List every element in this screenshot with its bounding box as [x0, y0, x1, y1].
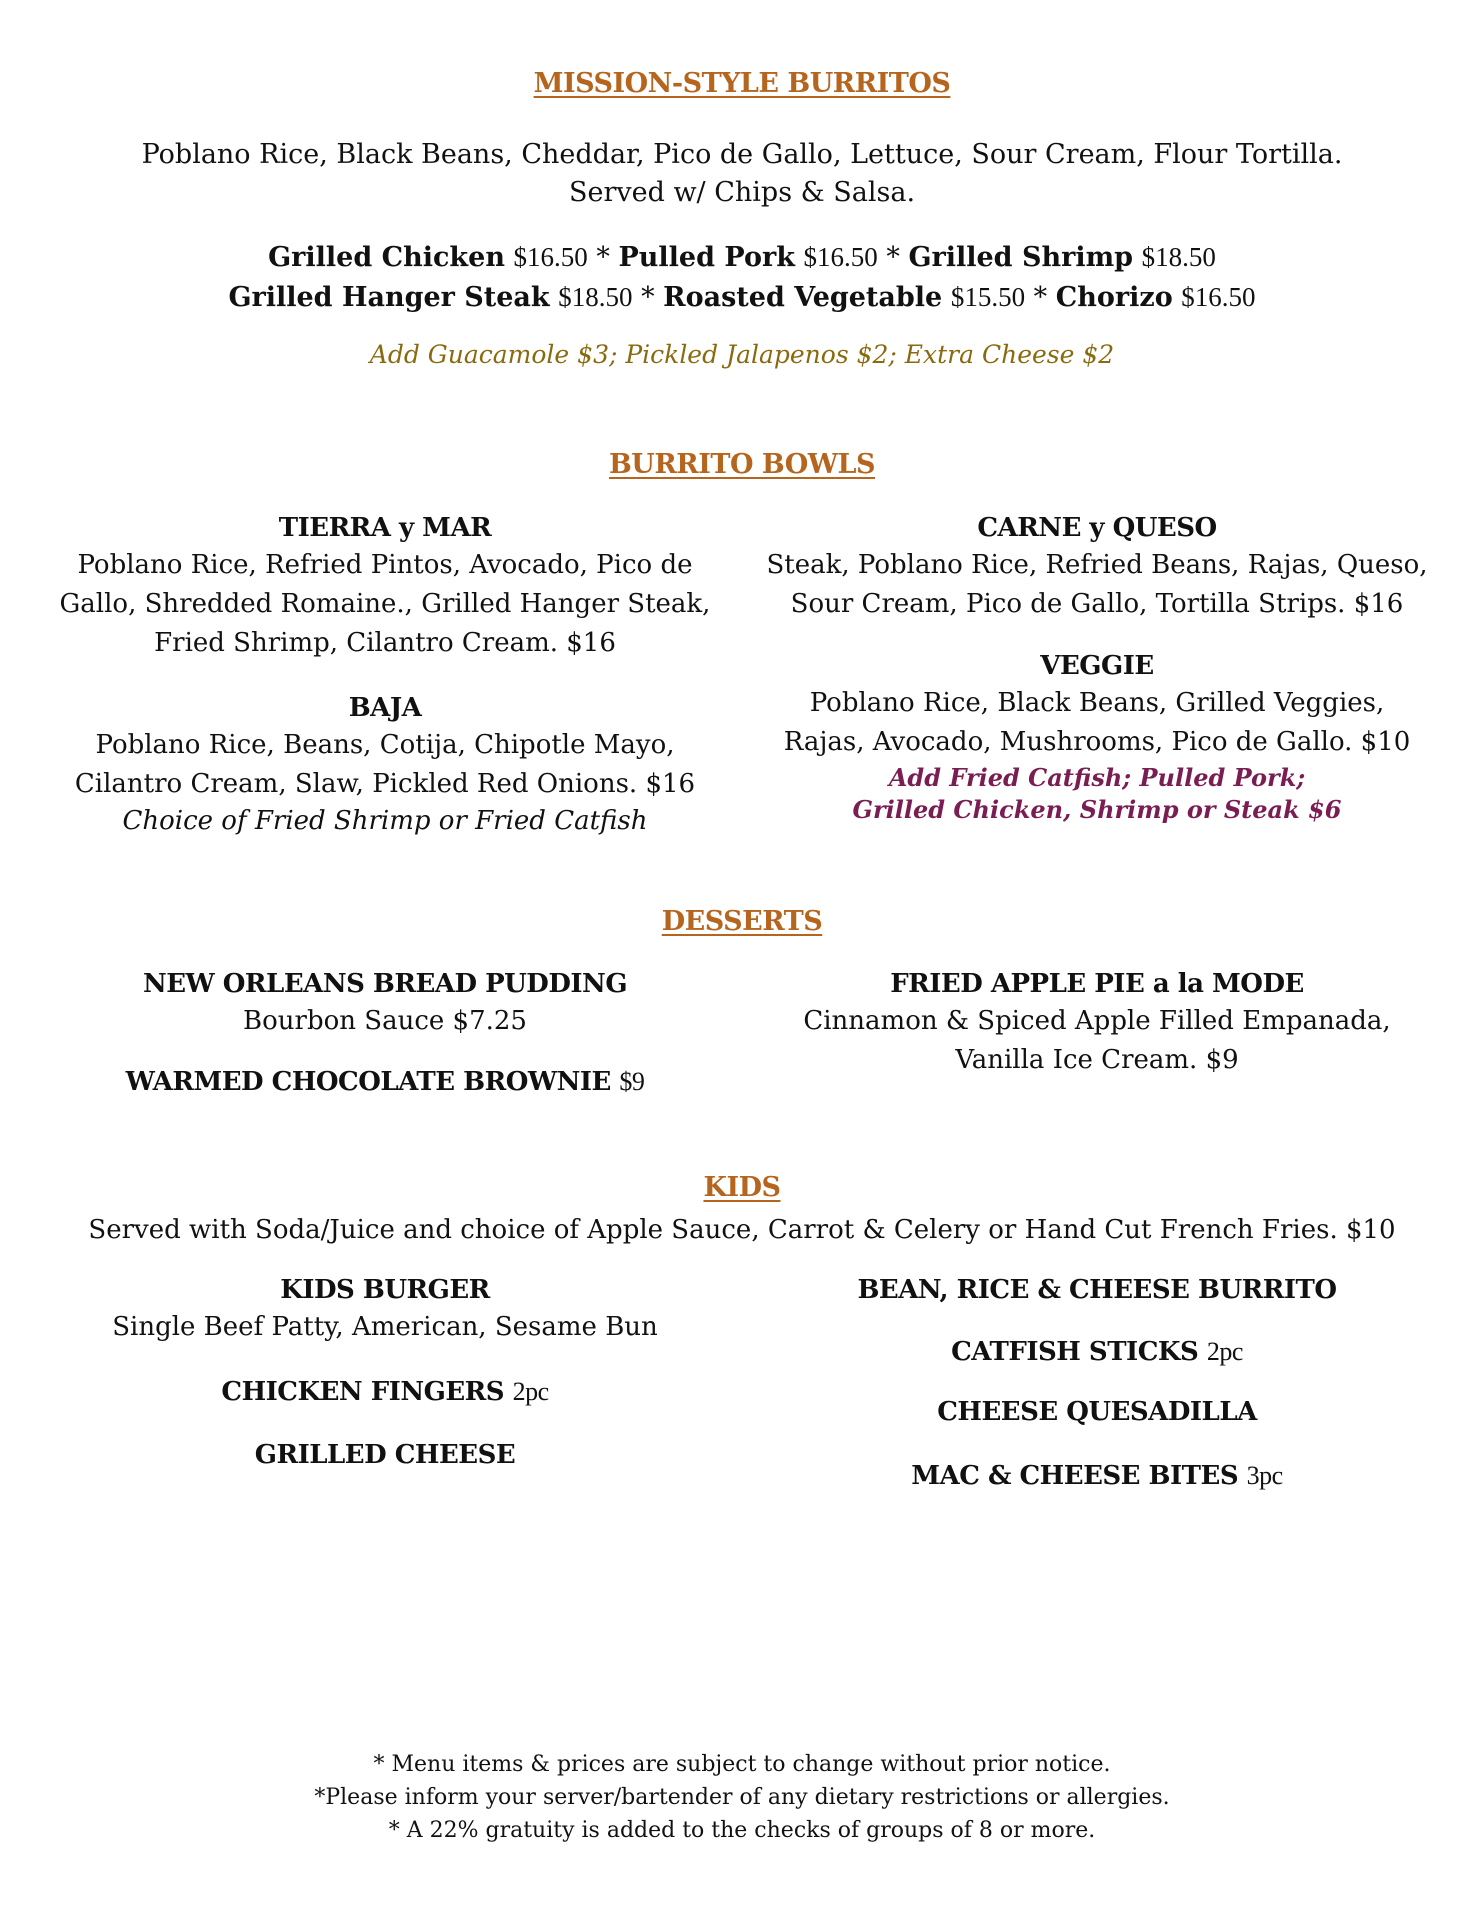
item-description-line: Poblano Rice, Refried Pintos, Avocado, Pico de: [77, 550, 693, 580]
bowl-addons-line-1: Add Fried Catfish; Pulled Pork;: [888, 763, 1306, 792]
item-price: $9: [619, 1067, 645, 1096]
item-description: Single Beef Patty, American, Sesame Bun: [112, 1312, 658, 1342]
item-description-line: Fried Shrimp, Cilantro Cream. $16: [154, 628, 616, 658]
dessert-apple-pie: [752, 966, 1442, 1080]
kids-catfish-sticks: [752, 1334, 1442, 1370]
item-quantity: 2pc: [512, 1377, 549, 1406]
option-price: $16.50: [803, 242, 878, 272]
item-name: NEW ORLEANS BREAD PUDDING: [142, 969, 628, 999]
kids-grilled-cheese: [40, 1437, 730, 1473]
footer-note-3: * A 22% gratuity is added to the checks of groups of 8 or more.: [388, 1818, 1096, 1843]
separator: *: [1033, 282, 1048, 313]
separator: *: [641, 282, 655, 313]
kids-description: Served with Soda/Juice and choice of Apple Sauce, Carrot & Celery or Hand Cut French Fries. $10: [88, 1215, 1396, 1245]
item-description-line: Poblano Rice, Black Beans, Grilled Veggies,: [809, 688, 1385, 718]
option-name: Grilled Hanger Steak: [228, 282, 550, 313]
option-name: Grilled Chicken: [268, 242, 505, 273]
kids-mac-cheese-bites: [752, 1458, 1442, 1494]
burritos-heading: MISSION-STYLE BURRITOS: [533, 68, 951, 99]
item-description-line: Cinnamon & Spiced Apple Filled Empanada,: [803, 1006, 1391, 1036]
bowl-carne-y-queso: [752, 510, 1442, 624]
bowl-addons-line-2: Grilled Chicken, Shrimp or Steak $6: [852, 795, 1342, 824]
bowl-tierra-y-mar: [40, 510, 730, 663]
kids-heading: KIDS: [703, 1172, 781, 1203]
item-name: WARMED CHOCOLATE BROWNIE: [125, 1067, 611, 1097]
item-description: Bourbon Sauce $7.25: [243, 1006, 527, 1036]
bowl-baja: [40, 690, 730, 838]
kids-chicken-fingers: [40, 1374, 730, 1410]
option-price: $16.50: [513, 242, 588, 272]
item-description-line: Vanilla Ice Cream. $9: [955, 1045, 1239, 1075]
kids-burrito: [752, 1272, 1442, 1308]
item-quantity: 2pc: [1206, 1337, 1243, 1366]
item-description-line: Steak, Poblano Rice, Refried Beans, Rajas, Queso,: [766, 550, 1428, 580]
item-name: CHICKEN FINGERS: [221, 1377, 505, 1407]
burritos-options-row-1: [0, 238, 1484, 277]
item-name: CATFISH STICKS: [951, 1337, 1199, 1367]
option-price: $16.50: [1181, 282, 1256, 312]
item-description-line: Poblano Rice, Beans, Cotija, Chipotle Mayo,: [95, 730, 675, 760]
burritos-options-row-2: [0, 278, 1484, 317]
dessert-bread-pudding: [40, 966, 730, 1041]
option-price: $18.50: [558, 282, 633, 312]
item-description-line: Rajas, Avocado, Mushrooms, Pico de Gallo. $10: [783, 727, 1411, 757]
separator: *: [886, 242, 900, 273]
item-note: Choice of Fried Shrimp or Fried Catfish: [122, 806, 648, 836]
option-price: $15.50: [950, 282, 1026, 312]
item-name-with-price: [40, 1064, 730, 1100]
item-name: GRILLED CHEESE: [254, 1440, 516, 1470]
option-name: Roasted Vegetable: [663, 282, 943, 313]
kids-quesadilla: [752, 1394, 1442, 1430]
item-name: MAC & CHEESE BITES: [911, 1461, 1239, 1491]
option-name: Pulled Pork: [618, 242, 795, 273]
footer-note-2: *Please inform your server/bartender of any dietary restrictions or allergies.: [314, 1785, 1170, 1810]
kids-burger: [40, 1272, 730, 1347]
item-name: TIERRA y MAR: [278, 513, 492, 543]
item-name: KIDS BURGER: [280, 1275, 490, 1305]
item-name: BEAN, RICE & CHEESE BURRITO: [857, 1275, 1337, 1305]
dessert-brownie: [40, 1064, 730, 1100]
burritos-description-line-2: Served w/ Chips & Salsa.: [568, 177, 916, 208]
footer-note-1: * Menu items & prices are subject to change without prior notice.: [373, 1752, 1111, 1777]
option-name: Grilled Shrimp: [908, 242, 1134, 273]
item-name: CHEESE QUESADILLA: [937, 1397, 1257, 1427]
item-name: BAJA: [348, 693, 422, 723]
bowl-veggie: [752, 648, 1442, 826]
option-price: $18.50: [1141, 242, 1216, 272]
item-quantity: 3pc: [1246, 1461, 1283, 1490]
option-name: Chorizo: [1055, 282, 1173, 313]
item-description-line: Gallo, Shredded Romaine., Grilled Hanger Steak,: [59, 589, 711, 619]
item-description-line: Cilantro Cream, Slaw, Pickled Red Onions. $16: [74, 769, 696, 799]
burritos-description-line-1: Poblano Rice, Black Beans, Cheddar, Pico de Gallo, Lettuce, Sour Cream, Flour Tortilla.: [141, 139, 1343, 170]
item-name: CARNE y QUESO: [977, 513, 1217, 543]
burritos-addons: Add Guacamole $3; Pickled Jalapenos $2; Extra Cheese $2: [369, 340, 1115, 369]
item-name: FRIED APPLE PIE a la MODE: [890, 969, 1304, 999]
desserts-heading: DESSERTS: [661, 906, 823, 937]
separator: *: [596, 242, 610, 273]
bowls-heading: BURRITO BOWLS: [608, 449, 876, 480]
item-name: VEGGIE: [1040, 651, 1154, 681]
item-description-line: Sour Cream, Pico de Gallo, Tortilla Strips. $16: [790, 589, 1404, 619]
